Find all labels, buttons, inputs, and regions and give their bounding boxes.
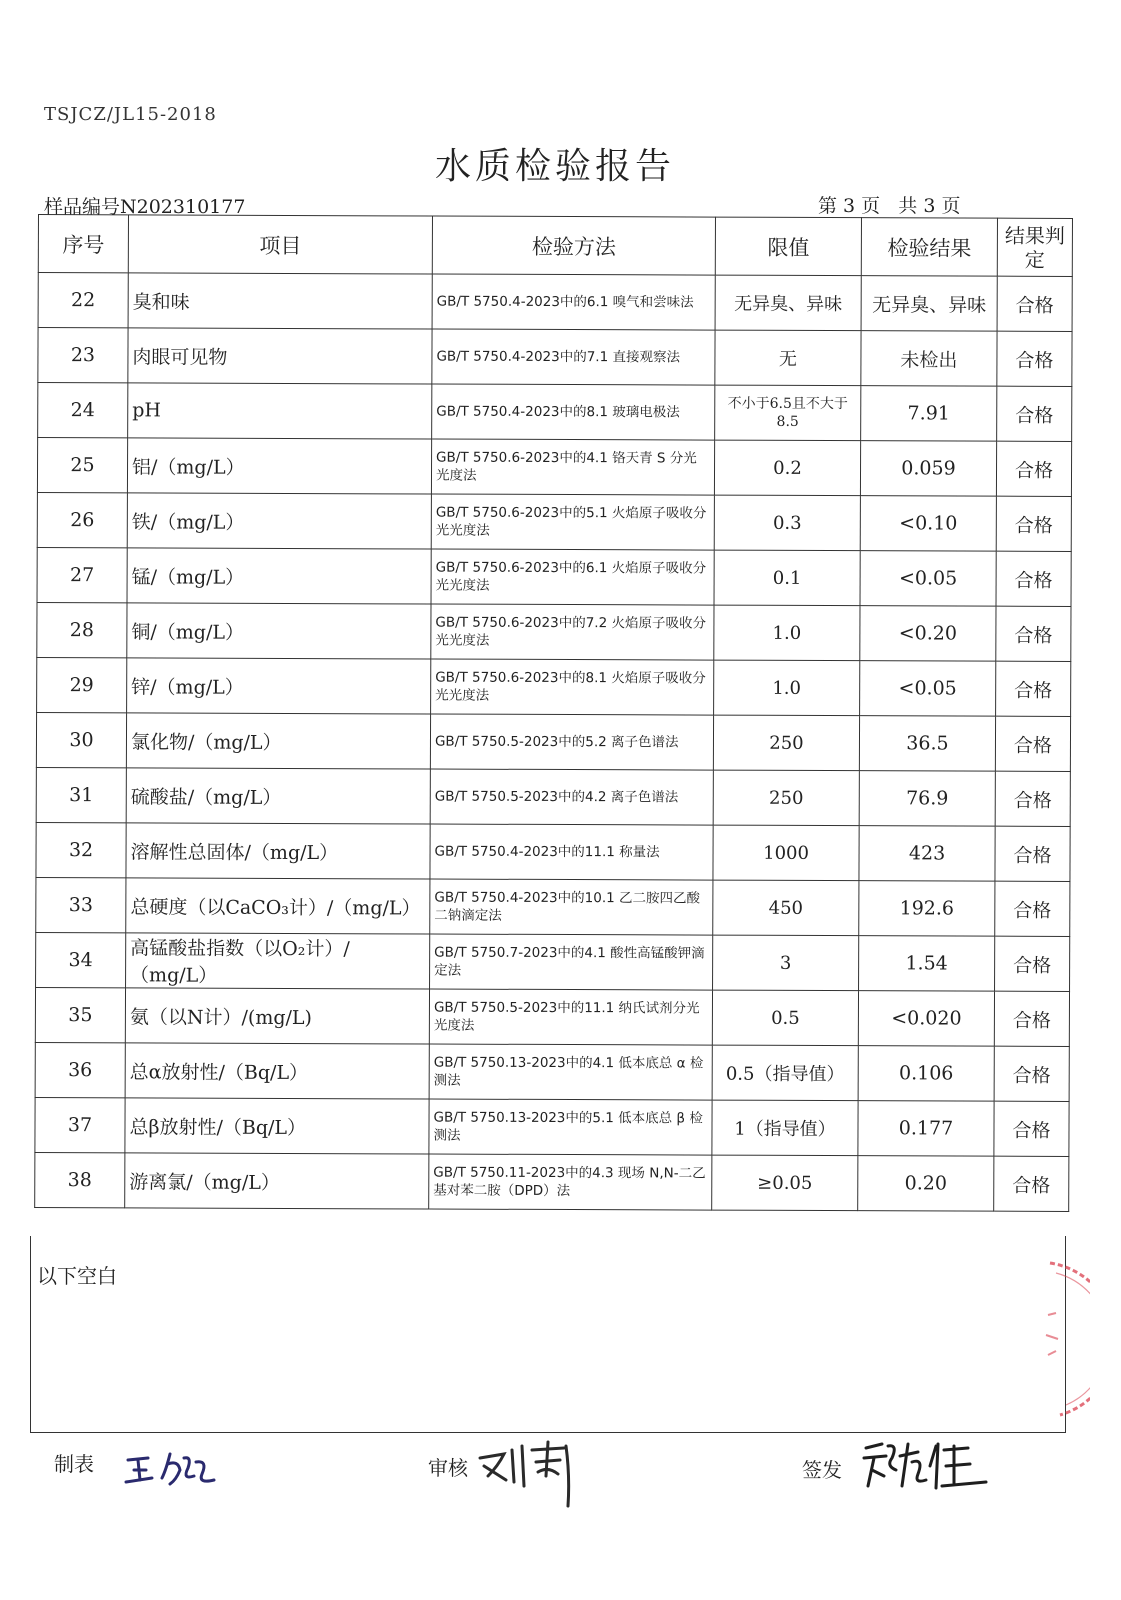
row-method: GB/T 5750.4-2023中的8.1 玻璃电极法 xyxy=(432,384,715,440)
row-item: 氯化物/（mg/L） xyxy=(126,713,430,769)
row-result: 192.6 xyxy=(859,881,995,937)
row-no: 37 xyxy=(35,1097,125,1152)
row-judgement: 合格 xyxy=(995,936,1070,991)
table-row xyxy=(35,1152,1069,1211)
row-limit: 0.3 xyxy=(714,495,860,551)
row-no: 25 xyxy=(37,438,127,493)
row-no: 38 xyxy=(35,1152,125,1207)
row-limit: 3 xyxy=(713,935,859,991)
row-limit: ≥0.05 xyxy=(712,1155,858,1211)
row-result: 0.106 xyxy=(858,1046,994,1102)
row-limit: 1（指导值） xyxy=(712,1100,858,1156)
row-judgement: 合格 xyxy=(997,331,1072,386)
row-limit: 450 xyxy=(713,880,859,936)
row-item: 硫酸盐/（mg/L） xyxy=(126,768,430,824)
row-judgement: 合格 xyxy=(994,1156,1069,1211)
row-result: 0.059 xyxy=(860,441,996,497)
row-result: <0.05 xyxy=(860,661,996,717)
row-method: GB/T 5750.5-2023中的4.2 离子色谱法 xyxy=(430,769,713,825)
table-row xyxy=(36,822,1070,881)
row-item: 总硬度（以CaCO₃计）/（mg/L） xyxy=(126,878,430,934)
row-result: 7.91 xyxy=(861,386,997,442)
row-result: 1.54 xyxy=(859,936,995,992)
row-item: 锌/（mg/L） xyxy=(127,658,431,714)
blank-note: 以下空白 xyxy=(37,1264,117,1288)
row-no: 28 xyxy=(37,602,127,657)
row-item: 铜/（mg/L） xyxy=(127,603,431,659)
row-no: 33 xyxy=(36,877,126,932)
page-info: 第 3 页 共 3 页 xyxy=(818,195,961,217)
row-result: 423 xyxy=(859,826,995,882)
table-row xyxy=(35,987,1069,1046)
row-judgement: 合格 xyxy=(996,661,1071,716)
row-method: GB/T 5750.5-2023中的11.1 纳氏试剂分光光度法 xyxy=(429,989,712,1045)
row-result: 未检出 xyxy=(861,331,997,387)
row-limit: 0.1 xyxy=(714,550,860,606)
header-no: 序号 xyxy=(38,215,128,273)
table-row xyxy=(36,767,1070,826)
page-title: 水质检验报告 xyxy=(434,146,675,187)
row-no: 29 xyxy=(37,657,127,712)
red-seal-stamp xyxy=(1000,1255,1090,1429)
table-row xyxy=(37,602,1071,661)
row-no: 23 xyxy=(38,328,128,383)
row-method: GB/T 5750.6-2023中的7.2 火焰原子吸收分光光度法 xyxy=(431,604,714,660)
row-judgement: 合格 xyxy=(995,826,1070,881)
table-row xyxy=(35,1097,1069,1156)
row-limit: 0.2 xyxy=(714,440,860,496)
row-item: pH xyxy=(128,383,432,439)
row-item: 溶解性总固体/（mg/L） xyxy=(126,823,430,879)
row-no: 36 xyxy=(35,1042,125,1097)
row-judgement: 合格 xyxy=(994,1046,1069,1101)
row-method: GB/T 5750.11-2023中的4.3 现场 N,N-二乙基对苯二胺（DPD）法 xyxy=(429,1154,712,1210)
row-method: GB/T 5750.13-2023中的4.1 低本底总 α 检测法 xyxy=(429,1044,712,1100)
row-method: GB/T 5750.4-2023中的6.1 嗅气和尝味法 xyxy=(432,274,715,330)
row-judgement: 合格 xyxy=(995,716,1070,771)
row-no: 32 xyxy=(36,822,126,877)
row-no: 31 xyxy=(36,767,126,822)
row-result: <0.020 xyxy=(858,991,994,1047)
row-result: 无异臭、异味 xyxy=(861,276,997,332)
row-method: GB/T 5750.6-2023中的5.1 火焰原子吸收分光光度法 xyxy=(431,494,714,550)
row-result: 0.177 xyxy=(858,1101,994,1157)
table-row xyxy=(38,328,1072,387)
row-limit: 0.5 xyxy=(712,990,858,1046)
row-method: GB/T 5750.6-2023中的8.1 火焰原子吸收分光光度法 xyxy=(431,659,714,715)
row-item: 铝/（mg/L） xyxy=(127,438,431,494)
row-limit: 250 xyxy=(713,715,859,771)
row-limit: 无异臭、异味 xyxy=(715,275,861,331)
issued-by-label: 签发 xyxy=(802,1458,842,1482)
row-result: 76.9 xyxy=(859,771,995,827)
row-limit: 0.5（指导值） xyxy=(712,1045,858,1101)
row-no: 27 xyxy=(37,547,127,602)
table-row xyxy=(37,657,1071,716)
row-judgement: 合格 xyxy=(996,551,1071,606)
header-limit: 限值 xyxy=(715,217,861,276)
row-no: 34 xyxy=(36,932,126,987)
row-item: 臭和味 xyxy=(128,273,432,329)
row-item: 氨（以N计）/(mg/L) xyxy=(125,988,429,1044)
remarks-box xyxy=(30,1236,1066,1433)
row-item: 锰/（mg/L） xyxy=(127,548,431,604)
row-limit: 1000 xyxy=(713,825,859,881)
table-header-row xyxy=(38,215,1072,277)
row-item: 高锰酸盐指数（以O₂计）/（mg/L） xyxy=(126,933,430,989)
row-no: 24 xyxy=(38,383,128,438)
row-item: 肉眼可见物 xyxy=(128,328,432,384)
row-method: GB/T 5750.7-2023中的4.1 酸性高锰酸钾滴定法 xyxy=(430,934,713,990)
row-method: GB/T 5750.5-2023中的5.2 离子色谱法 xyxy=(430,714,713,770)
row-no: 30 xyxy=(36,712,126,767)
row-no: 35 xyxy=(35,987,125,1042)
table-row xyxy=(36,932,1070,991)
row-judgement: 合格 xyxy=(997,276,1072,331)
sample-number: 样品编号N202310177 xyxy=(44,196,246,218)
row-no: 26 xyxy=(37,492,127,547)
row-judgement: 合格 xyxy=(996,441,1071,496)
reviewed-by-label: 审核 xyxy=(428,1456,468,1480)
table-row xyxy=(38,273,1072,332)
row-limit: 不小于6.5且不大于8.5 xyxy=(715,385,861,441)
row-no: 22 xyxy=(38,273,128,328)
row-limit: 250 xyxy=(713,770,859,826)
prepared-by-signature xyxy=(122,1440,232,1490)
row-limit: 1.0 xyxy=(714,660,860,716)
table-row xyxy=(38,383,1072,442)
table-row xyxy=(36,712,1070,771)
row-judgement: 合格 xyxy=(997,386,1072,441)
header-result: 检验结果 xyxy=(861,218,997,277)
report-table xyxy=(34,214,1073,1212)
row-method: GB/T 5750.4-2023中的11.1 称量法 xyxy=(430,824,713,880)
header-method: 检验方法 xyxy=(432,216,715,275)
row-judgement: 合格 xyxy=(995,881,1070,936)
row-judgement: 合格 xyxy=(996,496,1071,551)
row-limit: 无 xyxy=(715,330,861,386)
table-row xyxy=(35,1042,1069,1101)
row-judgement: 合格 xyxy=(996,606,1071,661)
row-result: <0.10 xyxy=(860,496,996,552)
row-result: <0.05 xyxy=(860,551,996,607)
row-judgement: 合格 xyxy=(994,991,1069,1046)
reviewed-by-signature xyxy=(474,1436,584,1508)
row-method: GB/T 5750.4-2023中的7.1 直接观察法 xyxy=(432,329,715,385)
row-result: 0.20 xyxy=(858,1156,994,1212)
header-judgement: 结果判定 xyxy=(997,218,1072,276)
row-result: <0.20 xyxy=(860,606,996,662)
table-row xyxy=(36,877,1070,936)
row-item: 铁/（mg/L） xyxy=(127,493,431,549)
row-judgement: 合格 xyxy=(995,771,1070,826)
row-judgement: 合格 xyxy=(994,1101,1069,1156)
row-item: 总α放射性/（Bq/L） xyxy=(125,1043,429,1099)
doc-code: TSJCZ/JL15-2018 xyxy=(44,104,217,125)
row-limit: 1.0 xyxy=(714,605,860,661)
table-row xyxy=(37,492,1071,551)
row-method: GB/T 5750.6-2023中的4.1 铬天青 S 分光光度法 xyxy=(431,439,714,495)
header-item: 项目 xyxy=(128,215,432,274)
table-row xyxy=(37,438,1071,497)
row-item: 游离氯/（mg/L） xyxy=(125,1153,429,1209)
prepared-by-label: 制表 xyxy=(54,1452,94,1476)
row-method: GB/T 5750.6-2023中的6.1 火焰原子吸收分光光度法 xyxy=(431,549,714,605)
row-result: 36.5 xyxy=(859,716,995,772)
row-method: GB/T 5750.13-2023中的5.1 低本底总 β 检测法 xyxy=(429,1099,712,1155)
row-item: 总β放射性/（Bq/L） xyxy=(125,1098,429,1154)
row-method: GB/T 5750.4-2023中的10.1 乙二胺四乙酸二钠滴定法 xyxy=(430,879,713,935)
table-row xyxy=(37,547,1071,606)
issued-by-signature xyxy=(858,1436,998,1496)
